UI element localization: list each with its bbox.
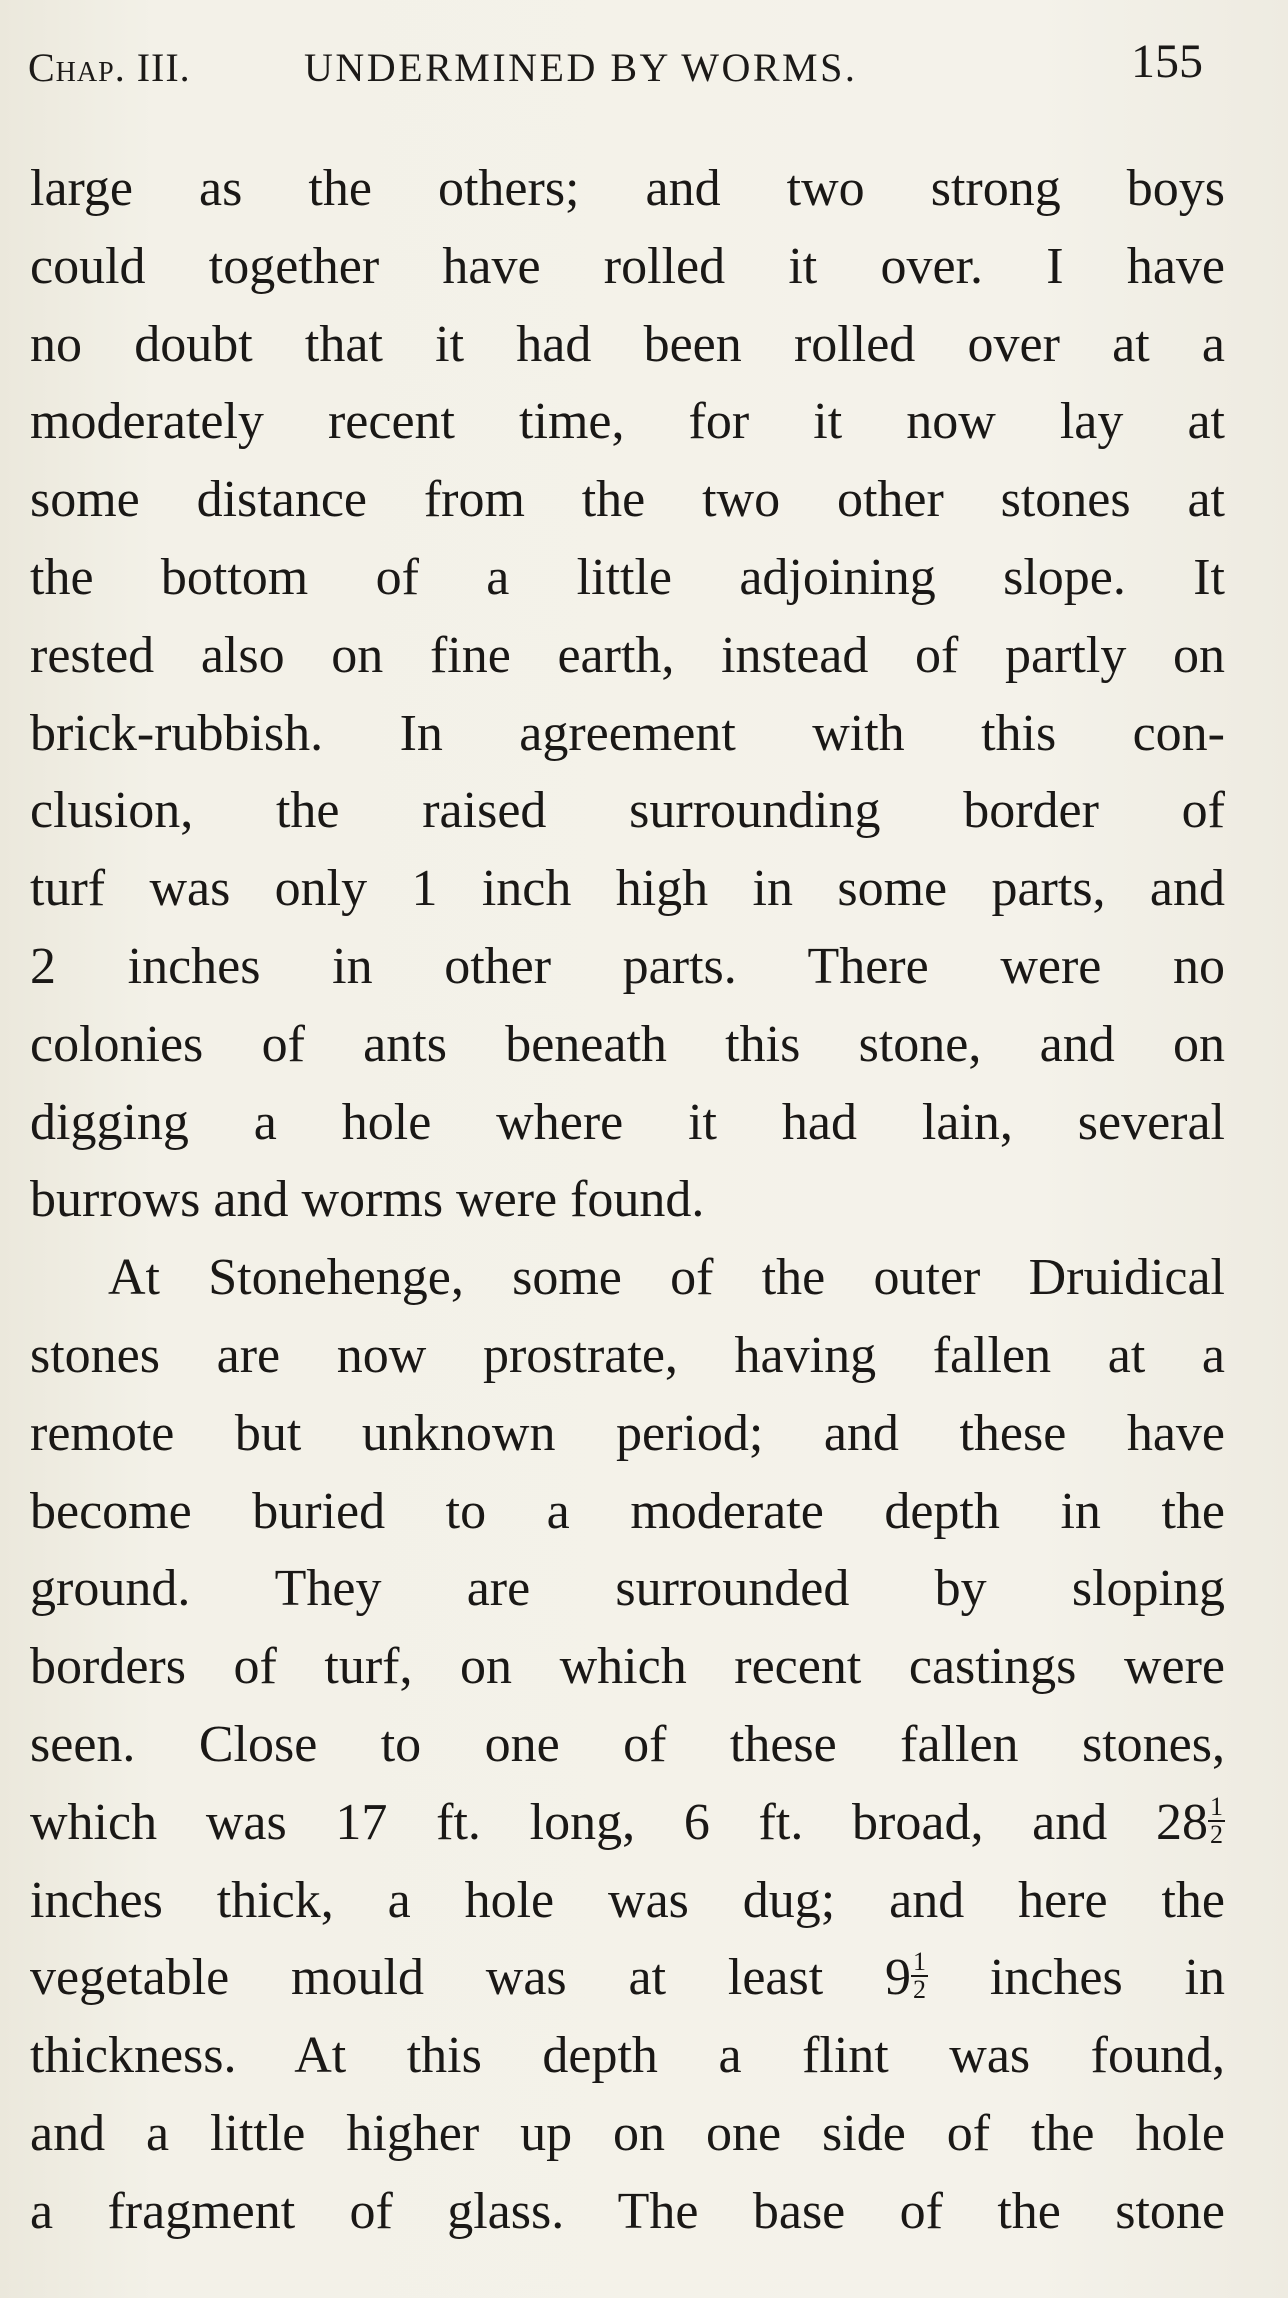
paragraph-1 xyxy=(30,150,1225,1239)
text-line: brick-rubbish. In agreement with this con- xyxy=(30,704,1225,762)
running-title: UNDERMINED BY WORMS. xyxy=(304,45,858,90)
text-line: become buried to a moderate depth in the xyxy=(30,1482,1225,1540)
paragraph-2 xyxy=(30,1239,1225,2250)
text-line: At Stonehenge, some of the outer Druidical xyxy=(108,1249,1225,1307)
text-line: and a little higher up on one side of the hole xyxy=(30,2104,1225,2162)
page-number: 155 xyxy=(1131,35,1203,88)
fraction xyxy=(911,1949,928,2003)
fraction xyxy=(1208,1791,1225,1849)
text-segment: inches in xyxy=(989,1949,1225,2007)
fraction-denominator: 2 xyxy=(1210,1819,1223,1849)
text-line: digging a hole where it had lain, several xyxy=(30,1093,1225,1151)
text-line: burrows and worms were found. xyxy=(30,1171,705,1229)
text-line: the bottom of a little adjoining slope. It xyxy=(30,548,1225,606)
text-line-with-fraction xyxy=(30,1939,1225,2017)
text-line: large as the others; and two strong boys xyxy=(30,160,1225,217)
text-line: clusion, the raised surrounding border of xyxy=(30,782,1225,840)
text-line: borders of turf, on which recent castings were xyxy=(30,1638,1225,1696)
text-segment: vegetable mould was at least 9 xyxy=(30,1949,912,2007)
text-line: a fragment of glass. The base of the stone xyxy=(30,2182,1225,2240)
fraction-denominator: 2 xyxy=(913,1975,927,2005)
text-line: some distance from the two other stones at xyxy=(30,471,1225,529)
fraction-numerator: 1 xyxy=(913,1947,927,1977)
chapter-label: Chap. III. xyxy=(28,45,191,90)
text-line: stones are now prostrate, having fallen at a xyxy=(30,1326,1225,1384)
text-line: moderately recent time, for it now lay at xyxy=(30,393,1225,451)
body-text xyxy=(30,150,1225,2251)
text-line: rested also on fine earth, instead of partly on xyxy=(30,626,1225,684)
running-head xyxy=(28,30,1203,110)
text-line: turf was only 1 inch high in some parts, and xyxy=(30,860,1225,918)
text-line: inches thick, a hole was dug; and here the xyxy=(30,1871,1225,1929)
text-line: ground. They are surrounded by sloping xyxy=(30,1560,1225,1618)
text-line: could together have rolled it over. I have xyxy=(30,237,1225,295)
text-line: no doubt that it had been rolled over at a xyxy=(30,315,1225,373)
fraction-numerator: 1 xyxy=(1210,1791,1223,1821)
text-line: colonies of ants beneath this stone, and on xyxy=(30,1015,1225,1073)
text-line-with-fraction xyxy=(30,1784,1225,1862)
text-line: remote but unknown period; and these have xyxy=(30,1404,1225,1462)
text-line: thickness. At this depth a flint was found, xyxy=(30,2027,1225,2085)
text-segment: which was 17 ft. long, 6 ft. broad, and 28 xyxy=(30,1793,1208,1851)
text-line: seen. Close to one of these fallen stones, xyxy=(30,1715,1225,1773)
text-line: 2 inches in other parts. There were no xyxy=(30,937,1225,995)
